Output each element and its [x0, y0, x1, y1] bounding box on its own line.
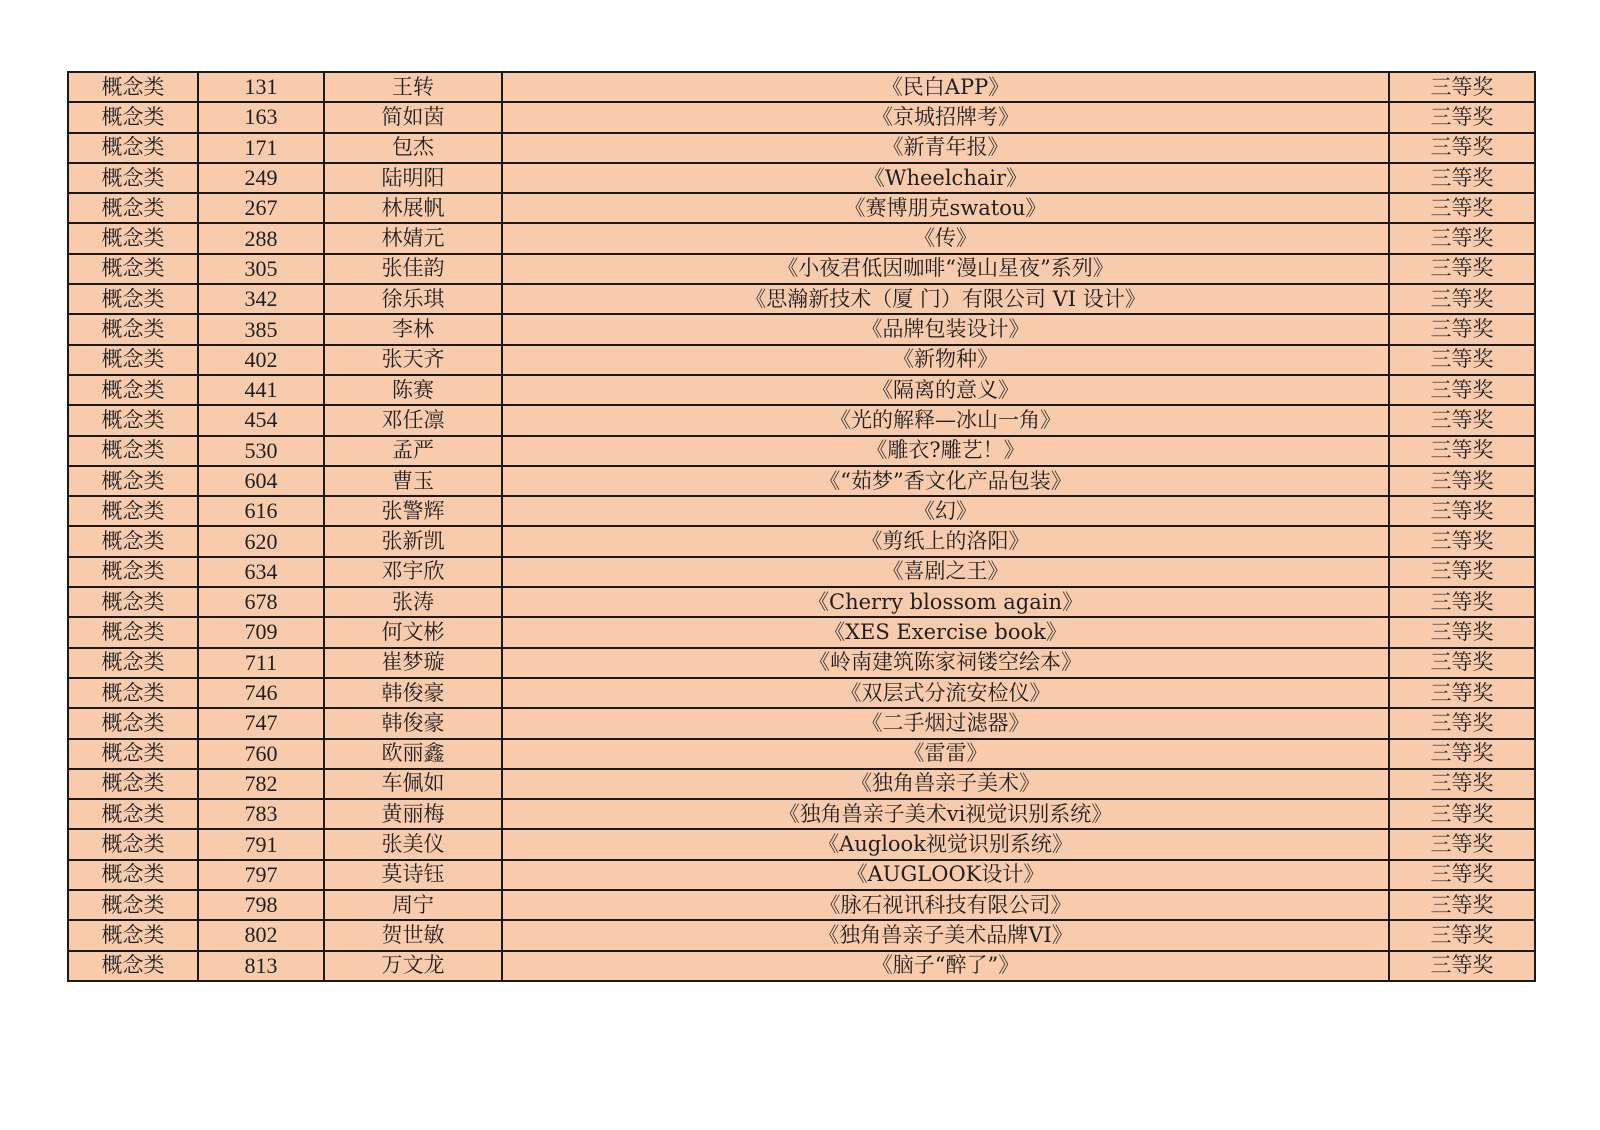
category-cell: 概念类 [68, 860, 198, 890]
entry-number-cell: 402 [198, 345, 324, 375]
category-cell: 概念类 [68, 617, 198, 647]
award-level-cell: 三等奖 [1389, 829, 1535, 859]
category-cell: 概念类 [68, 920, 198, 950]
author-name-cell: 张天齐 [324, 345, 502, 375]
award-level-cell: 三等奖 [1389, 163, 1535, 193]
entry-number-cell: 634 [198, 557, 324, 587]
table-row [68, 284, 1535, 314]
entry-number-cell: 530 [198, 436, 324, 466]
author-name-cell: 莫诗钰 [324, 860, 502, 890]
entry-number-cell: 678 [198, 587, 324, 617]
author-name-cell: 张美仪 [324, 829, 502, 859]
table-row [68, 587, 1535, 617]
author-name-cell: 王转 [324, 72, 502, 102]
award-level-cell: 三等奖 [1389, 193, 1535, 223]
table-row [68, 72, 1535, 102]
table-row [68, 769, 1535, 799]
table-row [68, 829, 1535, 859]
category-cell: 概念类 [68, 375, 198, 405]
entry-number-cell: 249 [198, 163, 324, 193]
work-title-cell: 《思瀚新技术（厦 门）有限公司 VI 设计》 [502, 284, 1389, 314]
award-level-cell: 三等奖 [1389, 284, 1535, 314]
category-cell: 概念类 [68, 405, 198, 435]
author-name-cell: 孟严 [324, 436, 502, 466]
work-title-cell: 《新物种》 [502, 345, 1389, 375]
table-row [68, 375, 1535, 405]
entry-number-cell: 709 [198, 617, 324, 647]
category-cell: 概念类 [68, 829, 198, 859]
work-title-cell: 《XES Exercise book》 [502, 617, 1389, 647]
category-cell: 概念类 [68, 587, 198, 617]
category-cell: 概念类 [68, 72, 198, 102]
table-row [68, 617, 1535, 647]
work-title-cell: 《新青年报》 [502, 133, 1389, 163]
work-title-cell: 《AUGLOOK设计》 [502, 860, 1389, 890]
table-row [68, 314, 1535, 344]
author-name-cell: 韩俊豪 [324, 708, 502, 738]
work-title-cell: 《雕衣?雕艺！》 [502, 436, 1389, 466]
entry-number-cell: 342 [198, 284, 324, 314]
entry-number-cell: 171 [198, 133, 324, 163]
work-title-cell: 《Wheelchair》 [502, 163, 1389, 193]
table-row [68, 557, 1535, 587]
award-level-cell: 三等奖 [1389, 133, 1535, 163]
award-level-cell: 三等奖 [1389, 708, 1535, 738]
author-name-cell: 崔梦璇 [324, 648, 502, 678]
work-title-cell: 《品牌包装设计》 [502, 314, 1389, 344]
category-cell: 概念类 [68, 133, 198, 163]
table-row [68, 223, 1535, 253]
table-row [68, 951, 1535, 981]
entry-number-cell: 163 [198, 102, 324, 132]
entry-number-cell: 620 [198, 526, 324, 556]
author-name-cell: 车佩如 [324, 769, 502, 799]
work-title-cell: 《光的解释—冰山一角》 [502, 405, 1389, 435]
table-row [68, 193, 1535, 223]
award-level-cell: 三等奖 [1389, 314, 1535, 344]
entry-number-cell: 385 [198, 314, 324, 344]
work-title-cell: 《小夜君低因咖啡“漫山星夜”系列》 [502, 254, 1389, 284]
entry-number-cell: 267 [198, 193, 324, 223]
category-cell: 概念类 [68, 345, 198, 375]
author-name-cell: 林展帆 [324, 193, 502, 223]
category-cell: 概念类 [68, 526, 198, 556]
work-title-cell: 《幻》 [502, 496, 1389, 526]
category-cell: 概念类 [68, 769, 198, 799]
table-row [68, 466, 1535, 496]
entry-number-cell: 288 [198, 223, 324, 253]
author-name-cell: 欧丽鑫 [324, 739, 502, 769]
entry-number-cell: 813 [198, 951, 324, 981]
work-title-cell: 《京城招牌考》 [502, 102, 1389, 132]
entry-number-cell: 782 [198, 769, 324, 799]
work-title-cell: 《“茹梦”香文化产品包装》 [502, 466, 1389, 496]
category-cell: 概念类 [68, 436, 198, 466]
award-level-cell: 三等奖 [1389, 890, 1535, 920]
entry-number-cell: 746 [198, 678, 324, 708]
work-title-cell: 《喜剧之王》 [502, 557, 1389, 587]
award-level-cell: 三等奖 [1389, 648, 1535, 678]
entry-number-cell: 797 [198, 860, 324, 890]
entry-number-cell: 791 [198, 829, 324, 859]
work-title-cell: 《Auglook视觉识别系统》 [502, 829, 1389, 859]
table-row [68, 890, 1535, 920]
entry-number-cell: 131 [198, 72, 324, 102]
award-level-cell: 三等奖 [1389, 345, 1535, 375]
award-level-cell: 三等奖 [1389, 405, 1535, 435]
table-row [68, 678, 1535, 708]
work-title-cell: 《双层式分流安检仪》 [502, 678, 1389, 708]
entry-number-cell: 802 [198, 920, 324, 950]
award-level-cell: 三等奖 [1389, 466, 1535, 496]
author-name-cell: 张警辉 [324, 496, 502, 526]
category-cell: 概念类 [68, 678, 198, 708]
author-name-cell: 徐乐琪 [324, 284, 502, 314]
work-title-cell: 《雷雷》 [502, 739, 1389, 769]
work-title-cell: 《剪纸上的洛阳》 [502, 526, 1389, 556]
table-row [68, 920, 1535, 950]
table-row [68, 163, 1535, 193]
author-name-cell: 陈赛 [324, 375, 502, 405]
award-level-cell: 三等奖 [1389, 739, 1535, 769]
entry-number-cell: 798 [198, 890, 324, 920]
table-row [68, 799, 1535, 829]
author-name-cell: 陆明阳 [324, 163, 502, 193]
award-level-cell: 三等奖 [1389, 496, 1535, 526]
award-level-cell: 三等奖 [1389, 102, 1535, 132]
author-name-cell: 张新凯 [324, 526, 502, 556]
author-name-cell: 邓任凛 [324, 405, 502, 435]
category-cell: 概念类 [68, 739, 198, 769]
table-row [68, 526, 1535, 556]
award-level-cell: 三等奖 [1389, 436, 1535, 466]
work-title-cell: 《独角兽亲子美术vi视觉识别系统》 [502, 799, 1389, 829]
work-title-cell: 《赛博朋克swatou》 [502, 193, 1389, 223]
award-level-cell: 三等奖 [1389, 72, 1535, 102]
category-cell: 概念类 [68, 496, 198, 526]
author-name-cell: 黄丽梅 [324, 799, 502, 829]
awards-table-body [68, 72, 1535, 981]
table-row [68, 436, 1535, 466]
category-cell: 概念类 [68, 799, 198, 829]
work-title-cell: 《隔离的意义》 [502, 375, 1389, 405]
author-name-cell: 韩俊豪 [324, 678, 502, 708]
entry-number-cell: 747 [198, 708, 324, 738]
award-level-cell: 三等奖 [1389, 375, 1535, 405]
award-level-cell: 三等奖 [1389, 920, 1535, 950]
category-cell: 概念类 [68, 163, 198, 193]
award-level-cell: 三等奖 [1389, 678, 1535, 708]
award-level-cell: 三等奖 [1389, 799, 1535, 829]
entry-number-cell: 616 [198, 496, 324, 526]
author-name-cell: 曹玉 [324, 466, 502, 496]
award-level-cell: 三等奖 [1389, 951, 1535, 981]
category-cell: 概念类 [68, 890, 198, 920]
award-level-cell: 三等奖 [1389, 526, 1535, 556]
table-row [68, 496, 1535, 526]
table-row [68, 708, 1535, 738]
author-name-cell: 周宁 [324, 890, 502, 920]
table-row [68, 102, 1535, 132]
author-name-cell: 林婧元 [324, 223, 502, 253]
work-title-cell: 《Cherry blossom again》 [502, 587, 1389, 617]
category-cell: 概念类 [68, 708, 198, 738]
award-level-cell: 三等奖 [1389, 860, 1535, 890]
author-name-cell: 张佳韵 [324, 254, 502, 284]
entry-number-cell: 783 [198, 799, 324, 829]
category-cell: 概念类 [68, 951, 198, 981]
award-level-cell: 三等奖 [1389, 769, 1535, 799]
table-row [68, 739, 1535, 769]
author-name-cell: 贺世敏 [324, 920, 502, 950]
author-name-cell: 万文龙 [324, 951, 502, 981]
award-level-cell: 三等奖 [1389, 223, 1535, 253]
category-cell: 概念类 [68, 466, 198, 496]
category-cell: 概念类 [68, 284, 198, 314]
category-cell: 概念类 [68, 557, 198, 587]
entry-number-cell: 604 [198, 466, 324, 496]
entry-number-cell: 305 [198, 254, 324, 284]
category-cell: 概念类 [68, 648, 198, 678]
entry-number-cell: 454 [198, 405, 324, 435]
table-row [68, 860, 1535, 890]
table-row [68, 254, 1535, 284]
category-cell: 概念类 [68, 254, 198, 284]
award-level-cell: 三等奖 [1389, 254, 1535, 284]
entry-number-cell: 760 [198, 739, 324, 769]
work-title-cell: 《二手烟过滤器》 [502, 708, 1389, 738]
work-title-cell: 《独角兽亲子美术》 [502, 769, 1389, 799]
work-title-cell: 《脉石视讯科技有限公司》 [502, 890, 1389, 920]
author-name-cell: 简如茵 [324, 102, 502, 132]
table-row [68, 345, 1535, 375]
awards-table [67, 71, 1536, 982]
category-cell: 概念类 [68, 223, 198, 253]
author-name-cell: 邓宇欣 [324, 557, 502, 587]
author-name-cell: 包杰 [324, 133, 502, 163]
entry-number-cell: 711 [198, 648, 324, 678]
work-title-cell: 《脑子“醉了”》 [502, 951, 1389, 981]
work-title-cell: 《独角兽亲子美术品牌VI》 [502, 920, 1389, 950]
table-row [68, 648, 1535, 678]
category-cell: 概念类 [68, 193, 198, 223]
author-name-cell: 何文彬 [324, 617, 502, 647]
author-name-cell: 张涛 [324, 587, 502, 617]
work-title-cell: 《传》 [502, 223, 1389, 253]
author-name-cell: 李林 [324, 314, 502, 344]
category-cell: 概念类 [68, 102, 198, 132]
award-level-cell: 三等奖 [1389, 587, 1535, 617]
table-row [68, 405, 1535, 435]
table-row [68, 133, 1535, 163]
work-title-cell: 《岭南建筑陈家祠镂空绘本》 [502, 648, 1389, 678]
entry-number-cell: 441 [198, 375, 324, 405]
award-level-cell: 三等奖 [1389, 557, 1535, 587]
work-title-cell: 《民白APP》 [502, 72, 1389, 102]
award-level-cell: 三等奖 [1389, 617, 1535, 647]
category-cell: 概念类 [68, 314, 198, 344]
